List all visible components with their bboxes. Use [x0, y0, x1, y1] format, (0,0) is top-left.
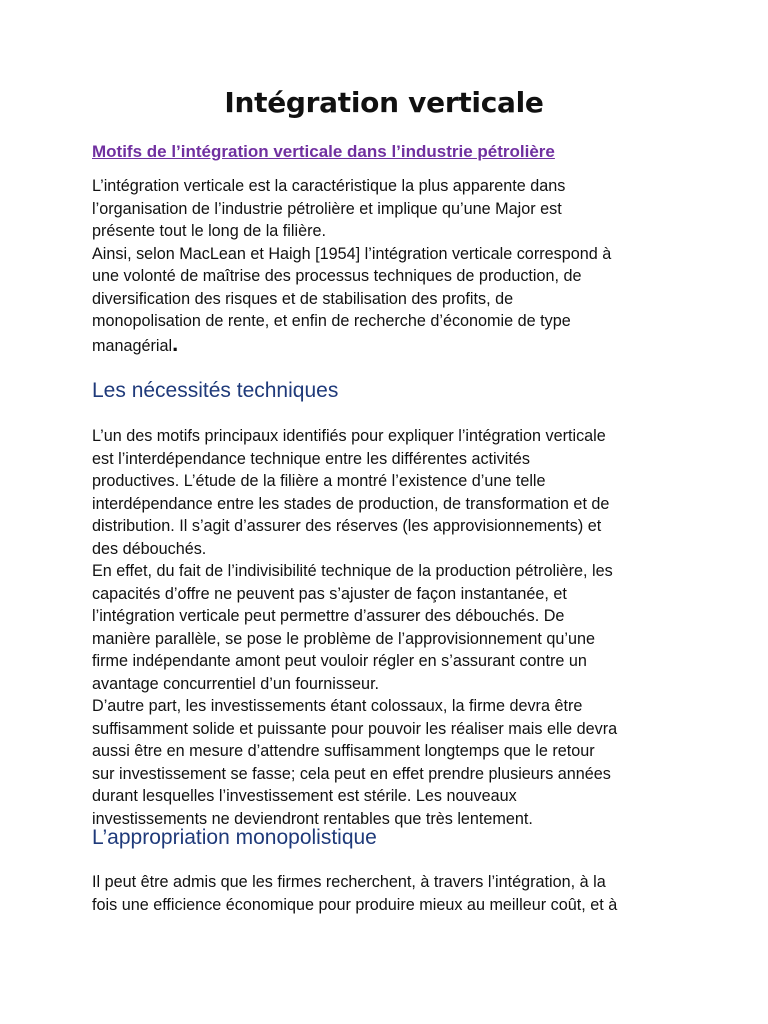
intro-line: présente tout le long de la filière. — [92, 222, 326, 240]
section-heading-techniques: Les nécessités techniques — [92, 379, 339, 402]
text-line: interdépendance entre les stades de production, de transformation et de — [92, 494, 610, 513]
text-line: fois une efficience économique pour produire mieux au meilleur coût, et à — [92, 895, 618, 914]
text-line: distribution. Il s’agit d’assurer des réserves (les approvisionnements) et — [92, 517, 602, 535]
text-line: l’intégration verticale peut permettre d’assurer des débouchés. De — [92, 607, 565, 625]
text-line: durant lesquelles l’investissement est stérile. Les nouveaux — [92, 787, 517, 805]
text-line: aussi être en mesure d’attendre suffisamment longtemps que le retour — [92, 742, 595, 760]
text-line: capacités d’offre ne peuvent pas s’ajuster de façon instantanée, et — [92, 584, 567, 603]
intro-line: L’intégration verticale est la caractéristique la plus apparente dans — [92, 177, 566, 195]
intro-line: l’organisation de l’industrie pétrolière et implique qu’une Major est — [92, 199, 562, 218]
text-line: est l’interdépendance technique entre les différentes activités — [92, 449, 530, 468]
intro-last-line — [92, 330, 692, 358]
section-appropriation-paragraph — [92, 871, 692, 916]
text-line: L’un des motifs principaux identifiés pour expliquer l’intégration verticale — [92, 427, 606, 445]
text-line: firme indépendante amont peut vouloir régler en s’assurant contre un — [92, 652, 587, 670]
text-line: manière parallèle, se pose le problème de l’approvisionnement qu’une — [92, 629, 596, 648]
intro-line: Ainsi, selon MacLean et Haigh [1954] l’intégration verticale correspond à — [92, 244, 612, 263]
page-title: Intégration verticale — [224, 86, 544, 119]
intro-end-mark: . — [172, 330, 179, 356]
subtitle-link[interactable]: Motifs de l’intégration verticale dans l’industrie pétrolière — [92, 142, 555, 161]
section-heading-appropriation: L’appropriation monopolistique — [92, 826, 377, 849]
text-line: En effet, du fait de l’indivisibilité technique de la production pétrolière, les — [92, 562, 613, 580]
intro-line: monopolisation de rente, et enfin de recherche d’économie de type — [92, 312, 571, 330]
intro-line: diversification des risques et de stabilisation des profits, de — [92, 289, 514, 308]
text-line: suffisamment solide et puissante pour pouvoir les réaliser mais elle devra — [92, 719, 618, 738]
text-line: productives. L’étude de la filière a montré l’existence d’une telle — [92, 472, 546, 490]
text-line: avantage concurrentiel d’un fournisseur. — [92, 674, 380, 693]
text-line: des débouchés. — [92, 539, 207, 558]
intro-line: managérial — [92, 336, 173, 355]
intro-line: une volonté de maîtrise des processus techniques de production, de — [92, 267, 582, 285]
text-line: D’autre part, les investissements étant colossaux, la firme devra être — [92, 697, 583, 715]
text-line: investissements ne deviendront rentables que très lentement. — [92, 809, 533, 828]
text-line: sur investissement se fasse; cela peut en effet prendre plusieurs années — [92, 764, 611, 783]
section-techniques-paragraph — [92, 425, 692, 830]
intro-paragraph — [92, 175, 692, 357]
text-line: Il peut être admis que les firmes recherchent, à travers l’intégration, à la — [92, 873, 606, 891]
